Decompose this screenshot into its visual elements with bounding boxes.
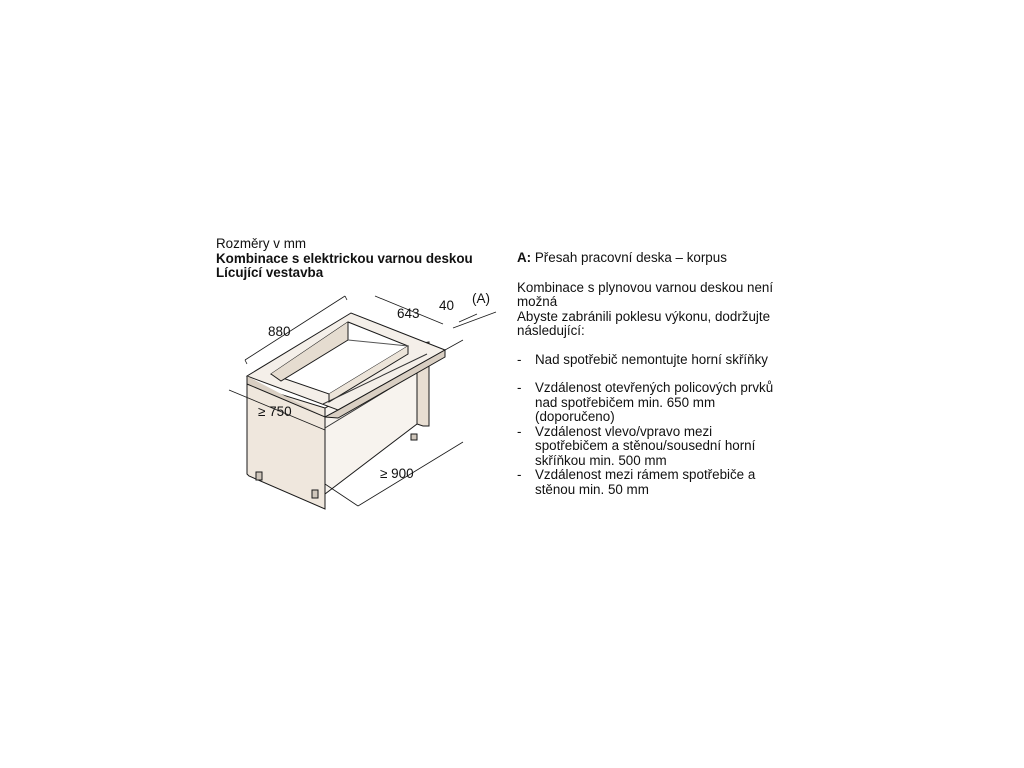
header bbox=[216, 237, 473, 281]
para-line: následující: bbox=[517, 323, 585, 338]
list-item: - Vzdálenost vlevo/vpravo mezi spotřebičem a stěnou/sousední horní skříňkou min. 500 mm bbox=[517, 423, 756, 468]
list-dash: - bbox=[517, 423, 522, 439]
para-line: Abyste zabránili poklesu výkonu, dodržujte bbox=[517, 308, 771, 324]
list-dash: - bbox=[517, 351, 522, 367]
dim-line-overhang bbox=[453, 312, 496, 328]
marker-label-a: (A) bbox=[472, 291, 490, 306]
units-label: Rozměry v mm bbox=[216, 236, 307, 251]
list-item: - Vzdálenost mezi rámem spotřebiče a stěnou min. 50 mm bbox=[517, 467, 756, 497]
dim-label-cabinet: ≥ 900 bbox=[380, 466, 414, 481]
dim-label-width: 643 bbox=[397, 306, 420, 321]
list-item: - Nad spotřebič nemontujte horní skříňky bbox=[517, 351, 768, 367]
dim-label-overhang: 40 bbox=[439, 298, 455, 313]
para-line: možná bbox=[517, 294, 558, 309]
dim-label-depth: 880 bbox=[268, 324, 291, 339]
caption-label: A: bbox=[517, 250, 532, 265]
page-subtitle: Lícující vestavba bbox=[216, 265, 324, 280]
dim-label-height: ≥ 750 bbox=[258, 404, 292, 419]
cabinet-leg bbox=[411, 434, 417, 440]
cabinet-leg bbox=[312, 490, 318, 498]
list-dash: - bbox=[517, 380, 522, 395]
caption-text: Přesah pracovní deska – korpus bbox=[531, 250, 727, 265]
list-dash: - bbox=[517, 467, 522, 482]
caption bbox=[517, 251, 807, 266]
cabinet-leg bbox=[256, 472, 262, 480]
notes-column bbox=[517, 251, 807, 497]
para-line: Kombinace s plynovou varnou deskou není bbox=[517, 279, 774, 295]
page-title: Kombinace s elektrickou varnou deskou bbox=[216, 250, 473, 266]
installation-diagram bbox=[213, 284, 508, 516]
list-item: - Vzdálenost otevřených policových prvků nad spotřebičem min. 650 mm (doporučeno) bbox=[517, 380, 774, 424]
